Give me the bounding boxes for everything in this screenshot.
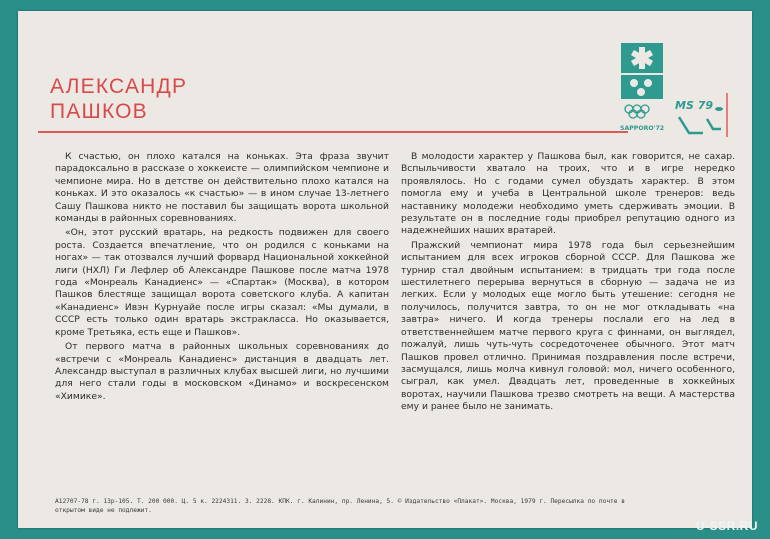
title-rule	[38, 131, 628, 133]
player-name	[50, 74, 187, 124]
imprint-line: открытом виде не подлежит.	[55, 507, 152, 514]
sapporo-emblem	[618, 41, 668, 135]
paragraph: К счастью, он плохо катался на коньках. Эта фраза звучит парадоксально в рассказе о хоккеисте — олимпийском чемпионе и чемпионе мира. Но в детстве он действительно плохо катался на коньках. И это оказалось «к счастью» — в ином случае 13-летнего Сашу Пашкова никто не поставил бы защищать ворота школьной команды в районных соревнованиях.	[55, 151, 389, 225]
moscow-caption: MS 79	[675, 99, 714, 112]
postcard-back	[18, 11, 752, 528]
site-watermark: U-SSR.RU	[695, 519, 758, 533]
text-column-right	[401, 151, 735, 416]
paragraph: «Он, этот русский вратарь, на редкость подвижен для своего роста. Создается впечатление, что он родился с коньками на ногах» — так отозвался лучший форвард Национальной хоккейной лиги (НХЛ) Ги Лефлер об Александре Пашкове после матча 1978 года «Монреаль Канадиенс» — «Спартак» (Москва), в котором Пашков блестяще защищал ворота советского клуба. А капитан «Канадиенс» Ивэн Курнуайе после игры сказал: «Мы думали, в СССР есть только один вратарь экстракласса. Но оказывается, кроме Третьяка, есть еще и Пашков».	[55, 227, 389, 338]
paragraph: От первого матча в районных школьных соревнованиях до «встречи с «Монреаль Канадиенс» дистанция в двадцать лет. Александр выступал в различных клубах высшей лиги, но лучшими для него стали годы в московском «Динамо» и воскресенском «Химике».	[55, 341, 389, 402]
publisher-imprint	[55, 497, 675, 515]
paragraph: В молодости характер у Пашкова был, как говорится, не сахар. Вспыльчивости хватало на троих, что и в игре нередко проявлялось. Но с годами сумел обуздать характер. В этом помогла ему и учеба в Центральной школе тренеров: ведь наставнику молодежи необходимо уметь сдерживать эмоции. В результате он в последние годы приобрел репутацию одного из надежнейших наших вратарей.	[401, 151, 735, 237]
paragraph: Пражский чемпионат мира 1978 года был серьезнейшим испытанием для всех игроков сборной СССР. Для Пашкова же турнир стал двойным испытанием: в тридцать три года после шестилетнего перерыва вернуться в сборную — задача не из легких. Если у молодых еще могло быть утешение: сегодня не получилось, получится завтра, то он не мог откладывать «на завтра» ничего. И когда тренеры послали его на лед в ответственнейшем матче первого круга с финнами, он выглядел, пожалуй, лишь чуть-чуть сосредоточенее обычного. Этот матч Пашков провел отлично. Принимая поздравления после встречи, засмущался, лишь молча кивнул головой: мол, ничего особенного, сыграл, как умел. Двадцать лет, проведенные в хоккейных воротах, научили Пашкова трезво смотреть на вещи. А мастерства ему и ранее было не занимать.	[401, 239, 735, 413]
player-last-name: ПАШКОВ	[50, 100, 148, 123]
imprint-line: А12707-78 г. 13р-105. Т. 200 000. Ц. 5 к. 2224311. З. 2228. КПК. г. Калинин, пр. Ленина, 5. © Издательство «Плакат». Москва, 1979 г. Пересылка по почте в	[55, 498, 625, 505]
moscow-hockey-emblem	[669, 89, 729, 139]
text-column-left	[55, 151, 389, 405]
sapporo-caption: SAPPORO'72	[620, 125, 665, 132]
player-first-name: АЛЕКСАНДР	[50, 75, 188, 98]
